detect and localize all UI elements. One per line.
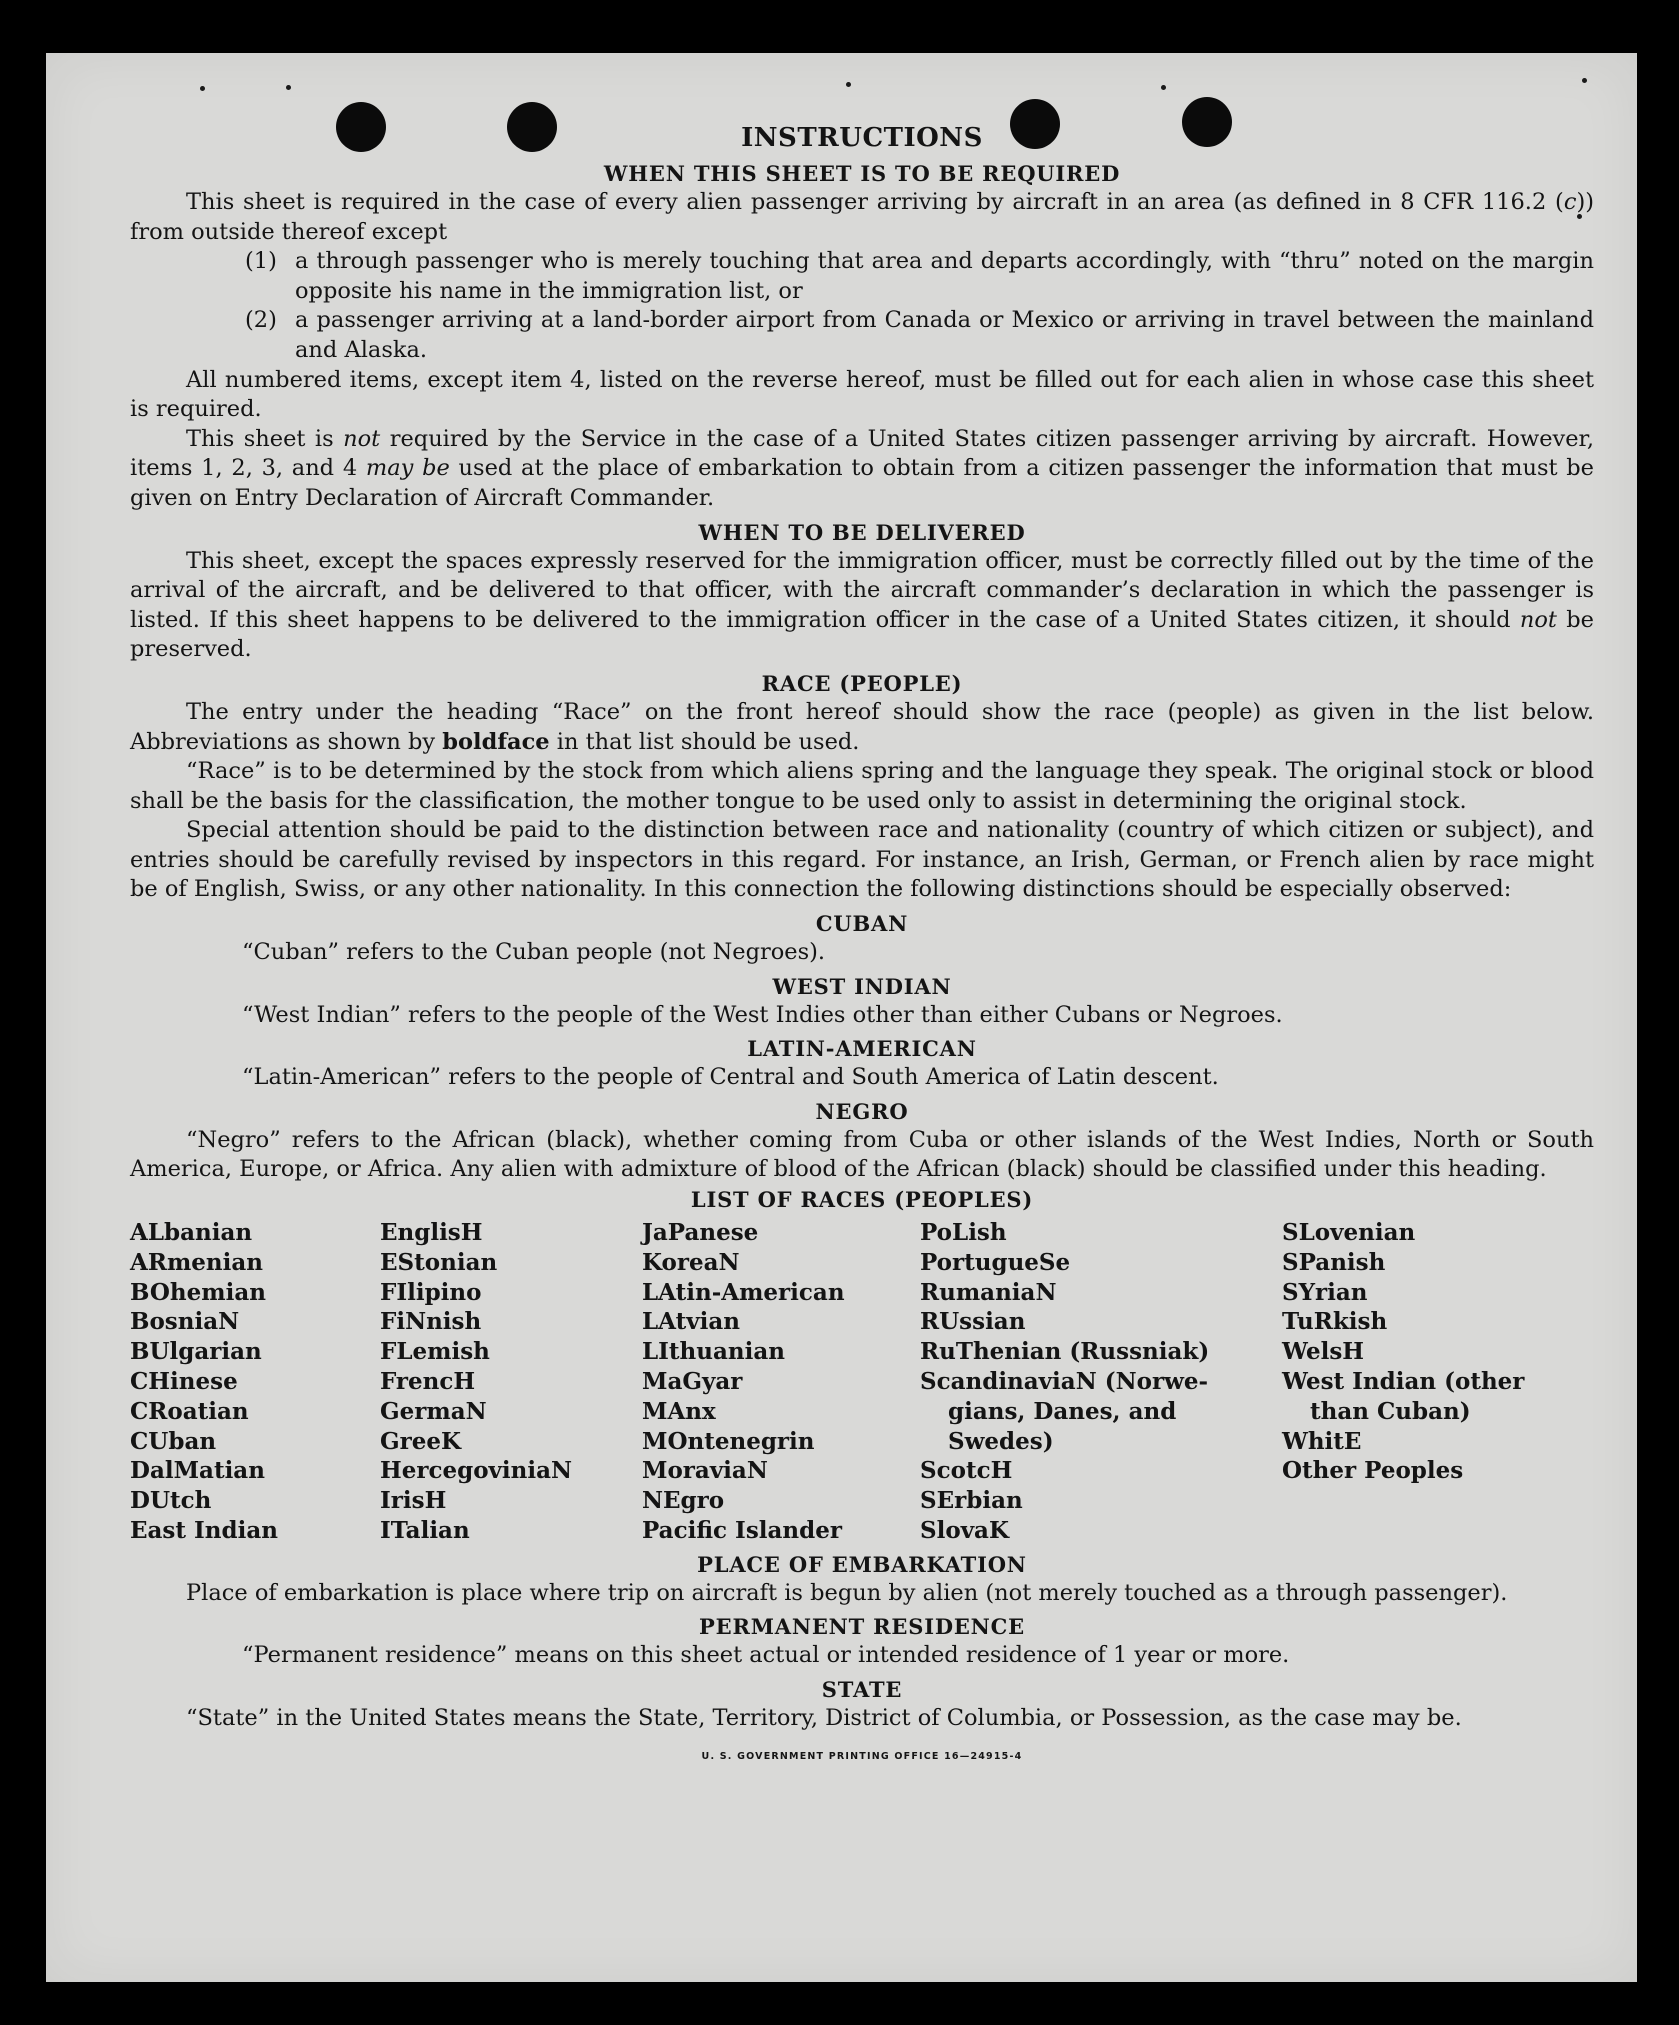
text: required by the Service in the case of a United States citizen passenger arriving by aircraft. However, items 1, 2, 3, and 4: [130, 425, 1594, 482]
item-number: (2): [245, 307, 277, 334]
italic-text: not: [1519, 606, 1557, 633]
race-entry: LAtvian: [642, 1308, 740, 1336]
race-entry: LAtin-American: [642, 1278, 845, 1306]
document-sheet: [46, 53, 1637, 1982]
race-entry: SErbian: [920, 1487, 1023, 1515]
item-text: a passenger arriving at a land-border airport from Canada or Mexico or arriving in travel between the mainland and Alaska.: [295, 307, 1594, 363]
section-heading: PERMANENT RESIDENCE: [699, 1614, 1025, 1640]
definition: “Latin-American” refers to the people of Central and South America of Latin descent.: [242, 1064, 1219, 1091]
race-entry: ScotcH: [920, 1457, 1013, 1485]
race-entry: NEgro: [642, 1487, 725, 1515]
race-entry: IrisH: [380, 1487, 447, 1515]
race-entry: FIlipino: [380, 1278, 482, 1306]
section-heading: PLACE OF EMBARKATION: [697, 1551, 1027, 1577]
section-heading: STATE: [821, 1676, 903, 1702]
definition: “West Indian” refers to the people of the West Indies other than either Cubans or Negroes.: [242, 1001, 1283, 1028]
section-heading: WEST INDIAN: [772, 973, 952, 999]
paragraph: Special attention should be paid to the distinction between race and nationality (country of which citizen or subject), and entries should be carefully revised by inspectors in this regard. For instance, an Irish, German, or French alien by race might be of English, Swiss, or any other nationality. In this connection the following distinctions should be especially observed:: [130, 817, 1594, 903]
race-entry: Other Peoples: [1282, 1457, 1464, 1485]
race-entry: GermaN: [380, 1397, 487, 1425]
paragraph: [130, 547, 1594, 665]
race-entry: MoraviaN: [642, 1457, 768, 1485]
text: )) from outside thereof except: [130, 189, 1594, 245]
race-entry: WelsH: [1282, 1338, 1365, 1366]
text: in that list should be used.: [549, 728, 860, 755]
race-column: [920, 1218, 1282, 1546]
paragraph: “Negro” refers to the African (black), whether coming from Cuba or other islands of the West Indies, North or South America, Europe, or Africa. Any alien with admixture of blood of the African (black) should be classified under this heading.: [130, 1126, 1594, 1183]
race-entry: LIthuanian: [642, 1338, 785, 1366]
race-entry: RuThenian (Russniak): [920, 1338, 1210, 1366]
race-entry: West Indian (other: [1282, 1368, 1525, 1396]
paragraph: [130, 425, 1594, 514]
race-entry: PortugueSe: [920, 1248, 1071, 1276]
definition: “Permanent residence” means on this sheet actual or intended residence of 1 year or more.: [242, 1642, 1290, 1669]
text: be preserved.: [130, 606, 1594, 663]
race-entry-continued: gians, Danes, and: [948, 1397, 1177, 1425]
race-entry: BosniaN: [130, 1308, 240, 1336]
italic-text: c: [1563, 189, 1577, 215]
race-entry: FiNnish: [380, 1308, 482, 1336]
paragraph: [130, 188, 1594, 247]
race-entry: ALbanian: [130, 1219, 253, 1247]
race-entry: FLemish: [380, 1338, 490, 1366]
speck: [1161, 85, 1166, 90]
race-entry: SLovenian: [1282, 1219, 1416, 1247]
race-entry: MOntenegrin: [642, 1427, 815, 1455]
race-list: [130, 1218, 1594, 1546]
race-entry: MaGyar: [642, 1368, 743, 1396]
speck: [1582, 78, 1587, 83]
text: used at the place of embarkation to obtain from a citizen passenger the information that must be given on Entry Declaration of Aircraft Commander.: [130, 455, 1594, 511]
race-entry: PoLish: [920, 1219, 1007, 1247]
text: This sheet, except the spaces expressly reserved for the immigration officer, must be correctly filled out by the time of the arrival of the aircraft, and be delivered to that officer, with the aircraft commander’s declaration in which the passenger is listed. If this sheet happens to be delivered to the immigration officer in the case of a United States citizen, it should: [130, 547, 1594, 633]
section-heading: CUBAN: [815, 911, 909, 937]
instructions-content: [130, 121, 1594, 1771]
race-entry: ARmenian: [130, 1248, 264, 1276]
race-entry: BUlgarian: [130, 1338, 262, 1366]
race-entry: EStonian: [380, 1248, 498, 1276]
paragraph: All numbered items, except item 4, listed on the reverse hereof, must be filled out for each alien in whose case this sheet is required.: [130, 366, 1594, 423]
race-entry: MAnx: [642, 1397, 716, 1425]
italic-text: not: [343, 425, 381, 452]
race-entry: Pacific Islander: [642, 1517, 842, 1544]
section-heading: WHEN TO BE DELIVERED: [698, 519, 1026, 545]
item-text: a through passenger who is merely touching that area and departs accordingly, with “thru” noted on the margin opposite his name in the immigration list, or: [295, 248, 1594, 304]
race-entry: GreeK: [380, 1427, 462, 1455]
page-title: INSTRUCTIONS: [741, 123, 983, 153]
race-entry: ITalian: [380, 1517, 470, 1544]
race-column: [1282, 1218, 1544, 1546]
race-entry: CRoatian: [130, 1397, 249, 1425]
race-entry: TuRkish: [1282, 1308, 1388, 1336]
paragraph: [130, 698, 1594, 757]
race-entry: ScandinaviaN (Norwe-: [920, 1368, 1209, 1396]
italic-text: may be: [365, 455, 450, 482]
speck: [200, 86, 205, 91]
text: This sheet is: [186, 425, 344, 452]
race-entry: HercegoviniaN: [380, 1457, 573, 1485]
race-entry-continued: Swedes): [948, 1427, 1054, 1455]
race-entry: East Indian: [130, 1517, 278, 1544]
race-entry: CUban: [130, 1427, 217, 1455]
race-entry: DalMatian: [130, 1457, 265, 1485]
speck: [846, 82, 851, 87]
race-entry: BOhemian: [130, 1278, 266, 1306]
paragraph: Place of embarkation is place where trip on aircraft is begun by alien (not merely touched as a through passenger).: [186, 1579, 1508, 1606]
paragraph: “State” in the United States means the State, Territory, District of Columbia, or Possession, as the case may be.: [186, 1704, 1462, 1731]
race-entry: DUtch: [130, 1487, 212, 1515]
race-column: [642, 1218, 920, 1546]
race-column: [380, 1218, 642, 1546]
section-heading: WHEN THIS SHEET IS TO BE REQUIRED: [603, 161, 1121, 186]
race-entry: SYrian: [1282, 1278, 1368, 1306]
text: This sheet is required in the case of every alien passenger arriving by aircraft in an area (as defined in 8 CFR 116.2 (: [186, 189, 1564, 215]
race-entry: WhitE: [1282, 1427, 1362, 1455]
race-entry: JaPanese: [642, 1219, 759, 1247]
race-entry: SlovaK: [920, 1517, 1009, 1544]
section-heading: LATIN-AMERICAN: [747, 1036, 977, 1062]
race-entry: FrencH: [380, 1368, 476, 1396]
printer-imprint: U. S. GOVERNMENT PRINTING OFFICE 16—24915-4: [701, 1750, 1023, 1762]
paragraph: “Race” is to be determined by the stock from which aliens spring and the language they speak. The original stock or blood shall be the basis for the classification, the mother tongue to be used only to assist in determining the original stock.: [130, 758, 1594, 814]
definition: “Cuban” refers to the Cuban people (not Negroes).: [242, 939, 826, 966]
speck: [286, 85, 291, 90]
section-heading: LIST OF RACES (PEOPLES): [690, 1187, 1034, 1213]
race-entry: SPanish: [1282, 1248, 1386, 1276]
section-heading: RACE (PEOPLE): [761, 670, 963, 696]
text: The entry under the heading “Race” on the front hereof should show the race (people) as given in the list below. Abbreviations as shown by: [130, 698, 1594, 755]
race-entry: RumaniaN: [920, 1278, 1057, 1306]
race-entry: KoreaN: [642, 1248, 740, 1276]
item-number: (1): [245, 248, 277, 275]
race-entry: EnglisH: [380, 1219, 483, 1247]
bold-text: boldface: [442, 728, 550, 755]
race-entry: CHinese: [130, 1368, 238, 1396]
race-column: [130, 1218, 380, 1546]
list-item: [245, 247, 1594, 306]
race-entry-continued: than Cuban): [1310, 1397, 1471, 1425]
section-heading: NEGRO: [815, 1098, 909, 1124]
race-entry: RUssian: [920, 1308, 1026, 1336]
list-item: [245, 306, 1594, 365]
